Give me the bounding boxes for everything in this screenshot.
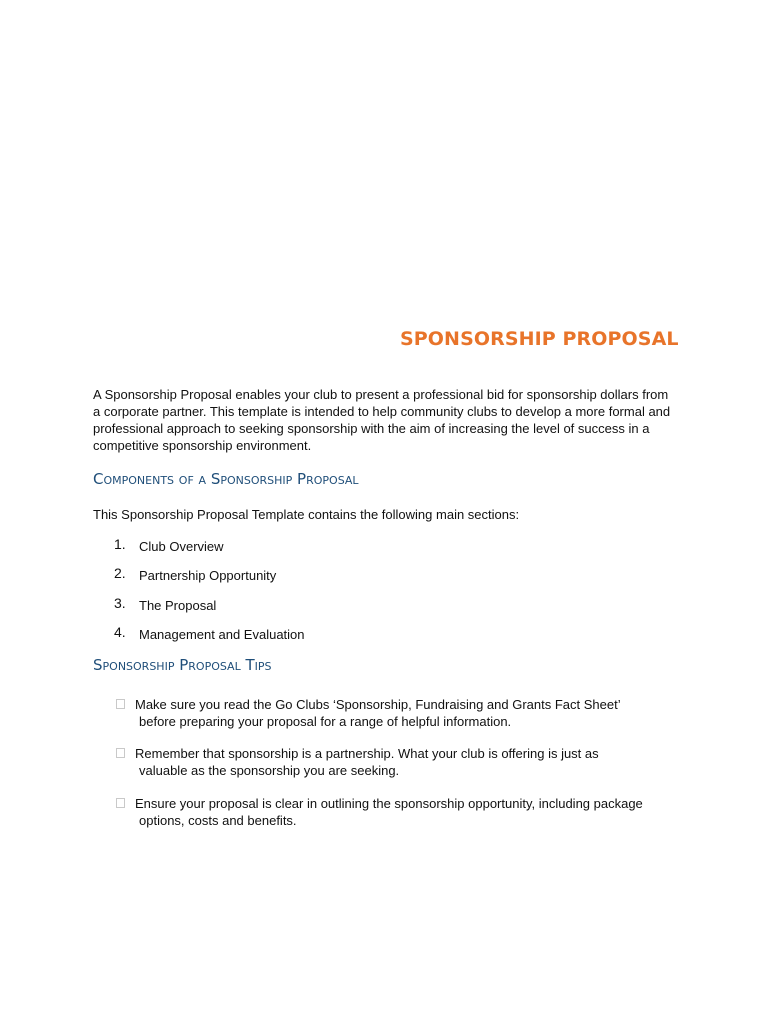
- list-number: 1.: [114, 536, 126, 552]
- document-title: SPONSORSHIP PROPOSAL: [400, 328, 679, 350]
- tip-text: Make sure you read the Go Clubs ‘Sponsorship, Fundraising and Grants Fact Sheet’: [135, 697, 621, 712]
- components-intro: This Sponsorship Proposal Template contains the following main sections:: [93, 507, 520, 522]
- list-number: 3.: [114, 595, 126, 611]
- bullet-box-icon: [116, 699, 125, 709]
- list-item-label: Partnership Opportunity: [139, 568, 277, 583]
- bullet-box-icon: [116, 798, 125, 808]
- tip-text: Remember that sponsorship is a partnership. What your club is offering is just as: [135, 746, 599, 761]
- list-item-label: The Proposal: [139, 598, 217, 613]
- tip-text: before preparing your proposal for a range of helpful information.: [139, 714, 512, 729]
- intro-paragraph: A Sponsorship Proposal enables your club to present a professional bid for sponsorship dollars from a corporate partner. This template is intended to help community clubs to develop a more formal and professional approach to seeking sponsorship with the aim of increasing the level of success in a competitive sponsorship environment.: [93, 387, 671, 453]
- list-item-label: Management and Evaluation: [139, 627, 305, 642]
- list-number: 2.: [114, 565, 126, 581]
- tips-heading: Sponsorship Proposal Tips: [93, 656, 272, 674]
- components-heading: Components of a Sponsorship Proposal: [93, 470, 359, 488]
- list-item-label: Club Overview: [139, 539, 224, 554]
- tip-text: options, costs and benefits.: [139, 813, 297, 828]
- list-number: 4.: [114, 624, 126, 640]
- bullet-box-icon: [116, 748, 125, 758]
- tip-text: Ensure your proposal is clear in outlining the sponsorship opportunity, including package: [135, 796, 643, 811]
- tip-text: valuable as the sponsorship you are seeking.: [139, 763, 400, 778]
